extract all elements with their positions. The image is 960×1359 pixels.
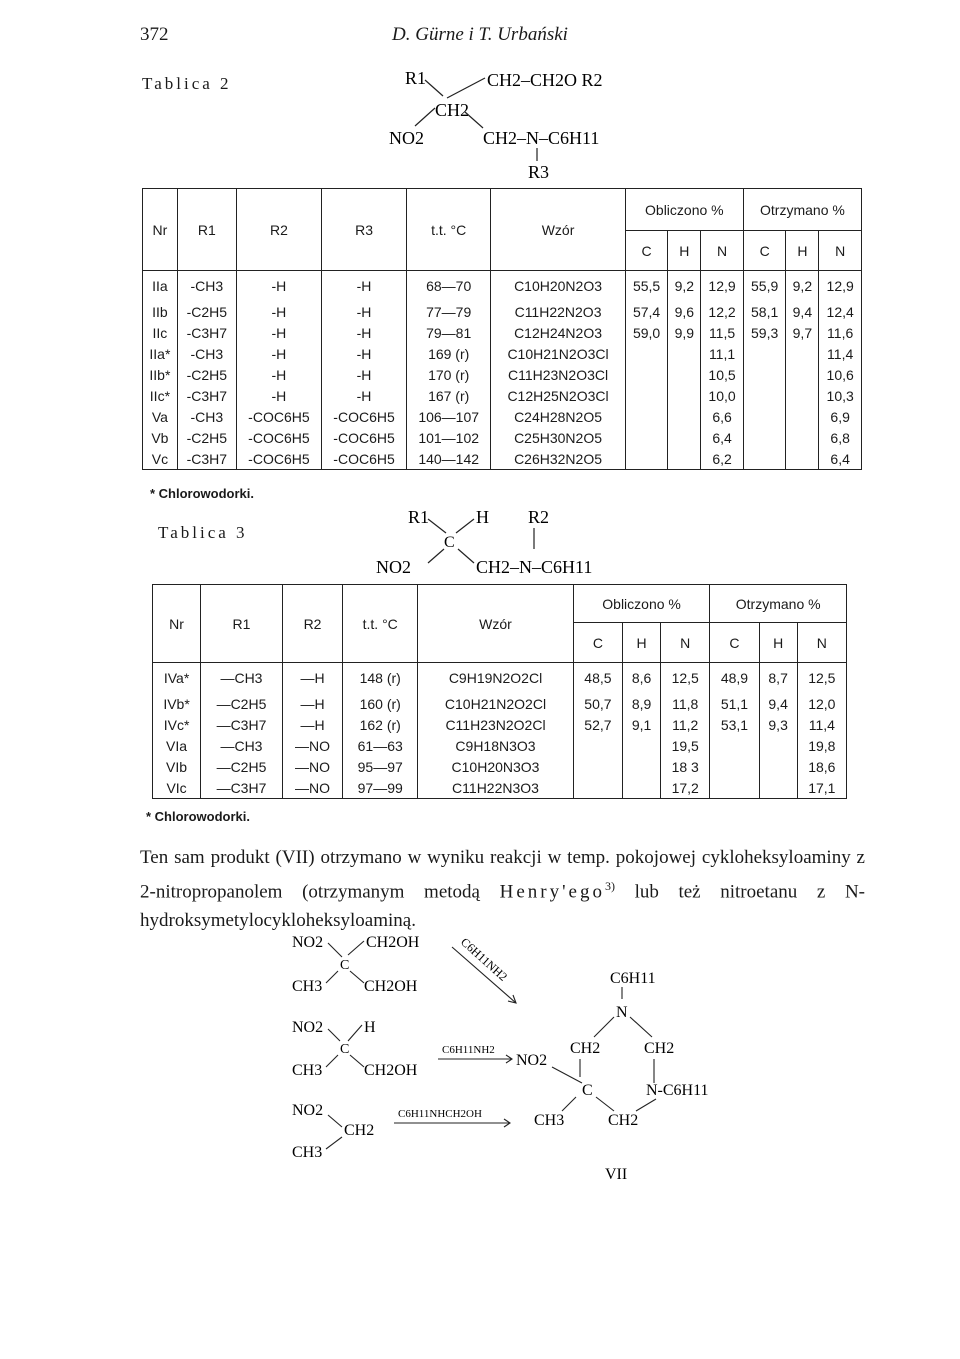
cell-r1: -C2H5 [177,302,236,323]
cell-tt: 160 (r) [343,694,418,715]
cell-found-n: 12,0 [797,694,846,715]
cell-found-c [710,736,759,757]
header-n: N [701,231,744,271]
cell-calc-c [625,365,668,386]
formula-no2: NO2 [389,128,424,148]
cell-calc-c [573,778,622,799]
formula-ch2-ch2or2: CH2–CH2O R2 [487,70,603,90]
cell-calc-c: 55,5 [625,271,668,302]
header-tt: t.t. °C [407,189,491,271]
page-header [0,0,960,60]
paragraph-text-2: lub też nitroetanu z N-hydroksymetylocykloheksyloaminą. [140,881,865,932]
table-row [143,428,862,449]
cell-r2: —H [282,694,342,715]
scheme-ch3: CH3 [534,1112,565,1129]
cell-found-c [743,407,786,428]
bond-line [326,1137,342,1149]
formula-no2: NO2 [376,557,411,577]
cell-calc-n: 6,2 [701,449,744,470]
cell-found-c: 58,1 [743,302,786,323]
cell-calc-h [623,736,661,757]
table3-body [153,663,847,799]
bond-line [350,971,364,983]
cell-r2: -H [236,386,321,407]
bond-line [328,1029,340,1041]
cell-found-n: 19,8 [797,736,846,757]
formula-ch2: CH2 [435,100,470,120]
cell-found-n: 11,4 [797,715,846,736]
cell-calc-n: 10,0 [701,386,744,407]
table-row [153,736,847,757]
cell-nr: IVb* [153,694,201,715]
cell-r1: -CH3 [177,271,236,302]
cell-calc-n: 17,2 [661,778,710,799]
cell-found-n: 11,4 [819,344,862,365]
bond-line [425,80,443,96]
cell-calc-c: 48,5 [573,663,622,694]
scheme-ch2: CH2 [644,1040,675,1057]
table3 [152,584,847,799]
cell-found-h [786,407,819,428]
cell-r1: -C2H5 [177,365,236,386]
cell-calc-h [623,778,661,799]
table3-structural-formula [370,503,640,583]
table-row [143,407,862,428]
cell-tt: 162 (r) [343,715,418,736]
bond-line [328,1115,342,1127]
page-number: 372 [140,24,169,45]
bond-line [326,1055,338,1067]
cell-found-h: 9,4 [786,302,819,323]
cell-r1: —C2H5 [201,694,283,715]
scheme-no2: NO2 [292,1102,324,1119]
cell-nr: IIc* [143,386,178,407]
cell-found-n: 6,8 [819,428,862,449]
cell-calc-h [668,407,701,428]
scheme-ch2: CH2 [344,1122,375,1139]
cell-calc-c: 57,4 [625,302,668,323]
scheme-c: C [340,958,350,973]
cell-calc-h: 9,1 [623,715,661,736]
cell-r1: —CH3 [201,736,283,757]
table-row [153,757,847,778]
cell-r3: -H [321,386,406,407]
cell-tt: 95—97 [343,757,418,778]
cell-calc-c [625,428,668,449]
table-row [143,365,862,386]
table3-footnote: * Chlorowodorki. [146,809,250,824]
bond-line [326,971,338,983]
cell-r2: -H [236,365,321,386]
cell-found-n: 10,6 [819,365,862,386]
cell-calc-n: 19,5 [661,736,710,757]
cell-wzor: C11H22N3O3 [418,778,574,799]
cell-found-n: 6,4 [819,449,862,470]
table2-structural-formula [385,64,645,182]
cell-found-h: 8,7 [759,663,797,694]
scheme-ch3: CH3 [292,1144,323,1161]
cell-wzor: C12H24N2O3 [491,323,626,344]
cell-found-n: 17,1 [797,778,846,799]
header-r1: R1 [177,189,236,271]
cell-found-c [743,365,786,386]
body-paragraph [140,843,865,935]
cell-calc-c [573,757,622,778]
cell-calc-n: 18 3 [661,757,710,778]
cell-wzor: C24H28N2O5 [491,407,626,428]
cell-found-h [759,736,797,757]
cell-r2: -H [236,302,321,323]
cell-wzor: C11H23N2O3Cl [491,365,626,386]
bond-line [447,78,485,98]
cell-calc-c [573,736,622,757]
cell-tt: 167 (r) [407,386,491,407]
cell-calc-n: 11,2 [661,715,710,736]
header-n: N [661,623,710,663]
reagent-label: C6H11NH2 [457,934,511,984]
cell-found-n: 12,4 [819,302,862,323]
cell-r1: -C3H7 [177,449,236,470]
cell-calc-c [625,449,668,470]
scheme-c: C [340,1042,350,1057]
cell-wzor: C11H23N2O2Cl [418,715,574,736]
scheme-n: N [616,1004,628,1021]
header-c: C [573,623,622,663]
scheme-ch2oh: CH2OH [364,978,418,995]
cell-nr: IIb [143,302,178,323]
cell-r2: —H [282,663,342,694]
cell-tt: 106—107 [407,407,491,428]
cell-calc-h [668,344,701,365]
cell-found-h [759,757,797,778]
cell-nr: VIb [153,757,201,778]
cell-found-c: 48,9 [710,663,759,694]
cell-tt: 148 (r) [343,663,418,694]
bond-line [348,941,364,955]
cell-nr: Vb [143,428,178,449]
cell-found-c [743,386,786,407]
cell-found-c [710,757,759,778]
scheme-no2: NO2 [292,934,324,951]
cell-found-c: 53,1 [710,715,759,736]
header-r3: R3 [321,189,406,271]
formula-c: C [444,534,455,551]
table-row [143,449,862,470]
table-row [143,386,862,407]
header-wzor: Wzór [418,585,574,663]
reaction-scheme [280,925,720,1190]
paragraph-text-1: Ten sam produkt (VII) otrzymano w wyniku reakcji w temp. pokojowej cykloheksyloaminy z 2-nitropropanolem (otrzymanym metodą [140,847,865,903]
cell-tt: 79—81 [407,323,491,344]
bond-line [428,549,444,563]
running-title: D. Gürne i T. Urbański [392,24,568,45]
cell-r3: -H [321,323,406,344]
formula-r2: R2 [528,507,550,527]
table-row [153,663,847,694]
cell-found-c [743,449,786,470]
table2-body [143,271,862,470]
bond-line [415,108,435,126]
cell-r1: -CH3 [177,344,236,365]
header-otrzymano: Otrzymano % [710,585,847,623]
cell-calc-n: 12,5 [661,663,710,694]
author-name: Henry'ego [499,881,605,903]
cell-r2: —NO [282,778,342,799]
cell-wzor: C12H25N2O3Cl [491,386,626,407]
header-nr: Nr [143,189,178,271]
table-row [153,694,847,715]
cell-found-n: 18,6 [797,757,846,778]
scheme-ch3: CH3 [292,978,323,995]
cell-found-h [786,344,819,365]
cell-r1: -C2H5 [177,428,236,449]
cell-found-c: 59,3 [743,323,786,344]
reagent-label: C6H11NH2 [442,1044,495,1056]
cell-nr: IIa [143,271,178,302]
cell-wzor: C10H20N2O3 [491,271,626,302]
cell-calc-n: 6,6 [701,407,744,428]
compound-label-vii: VII [605,1166,628,1183]
header-tt: t.t. °C [343,585,418,663]
cell-r3: -H [321,365,406,386]
cell-calc-c [625,344,668,365]
cell-r2: -COC6H5 [236,449,321,470]
cell-r1: -C3H7 [177,386,236,407]
cell-wzor: C10H20N3O3 [418,757,574,778]
cell-r1: —C3H7 [201,715,283,736]
cell-found-n: 11,6 [819,323,862,344]
cell-tt: 101—102 [407,428,491,449]
cell-found-n: 12,9 [819,271,862,302]
cell-tt: 140—142 [407,449,491,470]
cell-found-n: 6,9 [819,407,862,428]
cell-wzor: C10H21N2O3Cl [491,344,626,365]
table-row [143,323,862,344]
header-n: N [797,623,846,663]
scheme-ch3: CH3 [292,1062,323,1079]
cell-r2: —NO [282,757,342,778]
scheme-ch2oh: CH2OH [364,1062,418,1079]
cell-nr: VIc [153,778,201,799]
cell-nr: VIa [153,736,201,757]
table2-footnote: * Chlorowodorki. [150,486,254,501]
cell-calc-n: 11,1 [701,344,744,365]
cell-nr: IIb* [143,365,178,386]
table2-label: Tablica 2 [142,74,232,93]
cell-calc-h: 8,9 [623,694,661,715]
formula-r3: R3 [528,162,550,182]
cell-found-h: 9,3 [759,715,797,736]
cell-tt: 97—99 [343,778,418,799]
scheme-c: C [582,1082,593,1099]
header-n: N [819,231,862,271]
cell-nr: IIa* [143,344,178,365]
header-nr: Nr [153,585,201,663]
cell-r2: -COC6H5 [236,407,321,428]
bond-line [328,943,342,957]
cell-r1: —C2H5 [201,757,283,778]
cell-nr: Vc [143,449,178,470]
bond-line [630,1017,652,1037]
table-row [143,344,862,365]
bond-line [596,1097,614,1111]
cell-nr: IVc* [153,715,201,736]
reference-marker: 3) [604,879,615,893]
cell-found-h [786,365,819,386]
cell-tt: 61—63 [343,736,418,757]
cell-r3: -H [321,302,406,323]
header-r1: R1 [201,585,283,663]
cell-calc-c: 59,0 [625,323,668,344]
scheme-ch2oh: CH2OH [366,934,420,951]
bond-line [594,1017,614,1037]
cell-calc-n: 11,8 [661,694,710,715]
table-row [153,715,847,736]
bond-line [458,549,474,563]
header-h: H [759,623,797,663]
cell-found-c: 55,9 [743,271,786,302]
scheme-ch2: CH2 [570,1040,601,1057]
cell-r2: -H [236,323,321,344]
cell-tt: 68—70 [407,271,491,302]
cell-nr: Va [143,407,178,428]
cell-found-c [743,344,786,365]
table-row [143,271,862,302]
cell-tt: 169 (r) [407,344,491,365]
cell-r2: -COC6H5 [236,428,321,449]
bond-line [465,112,483,128]
cell-r1: —C3H7 [201,778,283,799]
cell-calc-n: 12,2 [701,302,744,323]
bond-line [636,1099,656,1111]
cell-found-h: 9,4 [759,694,797,715]
bond-line [350,1055,364,1067]
bond-line [348,1025,362,1041]
cell-found-h: 9,7 [786,323,819,344]
header-r2: R2 [236,189,321,271]
cell-found-h [786,428,819,449]
cell-r1: -C3H7 [177,323,236,344]
cell-found-c [743,428,786,449]
cell-calc-h [668,365,701,386]
cell-found-n: 10,3 [819,386,862,407]
cell-calc-n: 12,9 [701,271,744,302]
cell-wzor: C26H32N2O5 [491,449,626,470]
cell-calc-h: 9,2 [668,271,701,302]
scheme-n-c6h11: N-C6H11 [646,1082,709,1099]
cell-found-h [786,386,819,407]
scheme-no2: NO2 [292,1019,324,1036]
cell-calc-n: 11,5 [701,323,744,344]
cell-r3: -COC6H5 [321,407,406,428]
cell-r3: -COC6H5 [321,428,406,449]
cell-r3: -H [321,344,406,365]
cell-calc-c [625,386,668,407]
header-obliczono: Obliczono % [573,585,710,623]
scheme-no2: NO2 [516,1052,548,1069]
cell-calc-c: 50,7 [573,694,622,715]
cell-r2: —NO [282,736,342,757]
formula-h: H [476,507,489,527]
header-c: C [625,231,668,271]
cell-wzor: C9H18N3O3 [418,736,574,757]
cell-calc-h: 9,9 [668,323,701,344]
cell-tt: 170 (r) [407,365,491,386]
table-row [153,778,847,799]
bond-line [456,519,474,533]
cell-wzor: C10H21N2O2Cl [418,694,574,715]
scheme-ch2: CH2 [608,1112,639,1129]
cell-r3: -H [321,271,406,302]
cell-r2: —H [282,715,342,736]
cell-r3: -COC6H5 [321,449,406,470]
table-row [143,302,862,323]
cell-r2: -H [236,271,321,302]
cell-calc-c: 52,7 [573,715,622,736]
cell-wzor: C9H19N2O2Cl [418,663,574,694]
cell-calc-h [668,449,701,470]
cell-calc-n: 6,4 [701,428,744,449]
cell-calc-h: 9,6 [668,302,701,323]
cell-nr: IVa* [153,663,201,694]
cell-r1: -CH3 [177,407,236,428]
table2 [142,188,862,470]
cell-r1: —CH3 [201,663,283,694]
cell-wzor: C11H22N2O3 [491,302,626,323]
cell-calc-h [668,386,701,407]
bond-line [552,1067,582,1083]
scheme-h: H [364,1019,376,1036]
header-h: H [623,623,661,663]
cell-found-c [710,778,759,799]
cell-found-h [759,778,797,799]
reagent-label: C6H11NHCH2OH [398,1108,482,1120]
formula-r1: R1 [405,68,427,88]
cell-calc-h: 8,6 [623,663,661,694]
cell-nr: IIc [143,323,178,344]
cell-tt: 77—79 [407,302,491,323]
cell-calc-c [625,407,668,428]
cell-found-h [786,449,819,470]
header-h: H [668,231,701,271]
cell-found-h: 9,2 [786,271,819,302]
cell-r2: -H [236,344,321,365]
formula-r1: R1 [408,507,430,527]
header-h: H [786,231,819,271]
header-wzor: Wzór [491,189,626,271]
bond-line [562,1097,576,1111]
scheme-c6h11: C6H11 [610,970,656,987]
cell-calc-n: 10,5 [701,365,744,386]
cell-calc-h [668,428,701,449]
formula-amine: CH2–N–C6H11 [483,128,600,148]
header-obliczono: Obliczono % [625,189,743,231]
cell-calc-h [623,757,661,778]
table3-label: Tablica 3 [158,523,248,542]
header-c: C [710,623,759,663]
cell-found-c: 51,1 [710,694,759,715]
cell-wzor: C25H30N2O5 [491,428,626,449]
formula-amine: CH2–N–C6H11 [476,557,593,577]
cell-found-n: 12,5 [797,663,846,694]
header-c: C [743,231,786,271]
header-r2: R2 [282,585,342,663]
bond-line [428,519,446,533]
header-otrzymano: Otrzymano % [743,189,861,231]
